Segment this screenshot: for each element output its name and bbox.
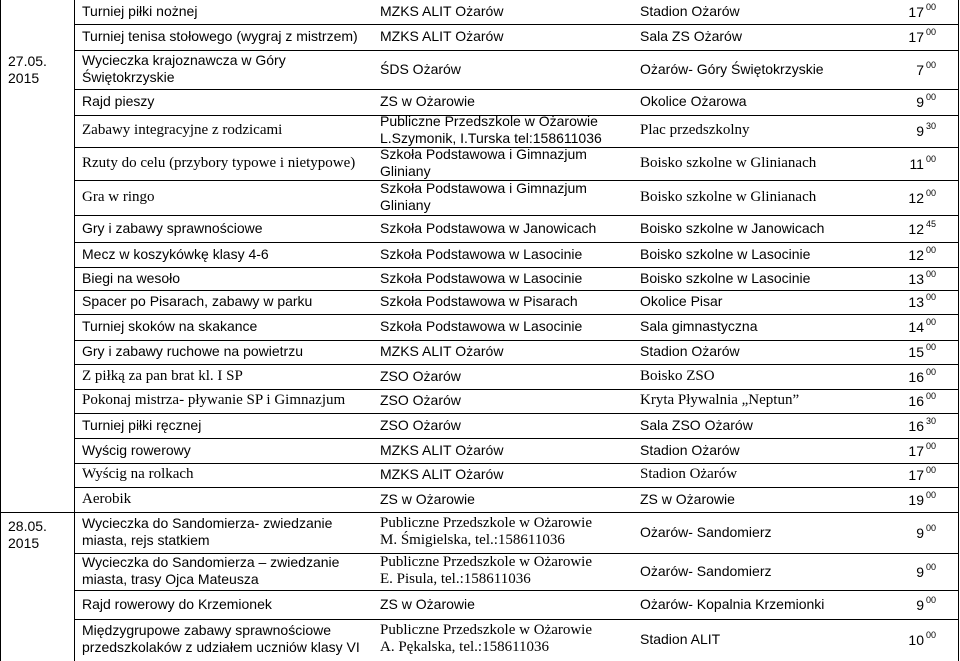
place: Boisko szkolne w Lasocinie bbox=[640, 269, 811, 286]
organizer: MZKS ALIT Ożarów bbox=[380, 28, 504, 44]
place: Boisko szkolne w Glinianach bbox=[640, 154, 817, 171]
place: Sala gimnastyczna bbox=[640, 318, 758, 334]
event-time bbox=[908, 294, 936, 313]
time-minutes: 00 bbox=[925, 59, 936, 70]
organizer: Szkoła Podstawowa w Janowicach bbox=[380, 219, 597, 236]
row-divider bbox=[74, 89, 959, 90]
time-minutes: 30 bbox=[925, 121, 936, 131]
event-name: Rzuty do celu (przybory typowe i nietypowe) bbox=[82, 154, 356, 171]
event-name-line2: Świętokrzyskie bbox=[82, 68, 175, 85]
time-minutes: 00 bbox=[925, 366, 936, 377]
organizer: MZKS ALIT Ożarów bbox=[380, 343, 504, 359]
time-hour: 9 bbox=[916, 524, 924, 541]
place: Boisko szkolne w Glinianach bbox=[640, 188, 817, 205]
table-border-left bbox=[0, 0, 1, 661]
organizer: Szkoła Podstawowa i Gimnazjum bbox=[380, 179, 587, 196]
time-hour: 9 bbox=[916, 123, 924, 139]
row-divider bbox=[74, 487, 959, 488]
time-minutes: 00 bbox=[925, 268, 936, 279]
event-name: Rajd rowerowy do Krzemionek bbox=[82, 595, 272, 612]
row-divider bbox=[74, 463, 959, 464]
place: Ożarów- Sandomierz bbox=[640, 523, 772, 540]
time-minutes: 00 bbox=[925, 465, 936, 475]
time-minutes: 00 bbox=[925, 489, 936, 500]
row-divider bbox=[74, 290, 959, 291]
event-name: Z piłką za pan brat kl. I SP bbox=[82, 367, 243, 384]
organizer: Szkoła Podstawowa w Lasocinie bbox=[380, 245, 583, 262]
time-minutes: 00 bbox=[925, 92, 936, 102]
event-time bbox=[908, 4, 936, 23]
organizer-line2: Gliniany bbox=[380, 196, 431, 213]
organizer-line2: L.Szymonik, I.Turska tel:158611036 bbox=[380, 130, 602, 146]
event-time bbox=[916, 594, 936, 616]
time-minutes: 00 bbox=[925, 27, 936, 37]
event-name: Pokonaj mistrza- pływanie SP i Gimnazjum bbox=[82, 392, 346, 408]
time-minutes: 00 bbox=[925, 2, 936, 12]
event-name-line2: przedszkolaków z udziałem uczniów klasy VI bbox=[82, 639, 360, 655]
organizer: Szkoła Podstawowa w Pisarach bbox=[380, 293, 578, 309]
date-column-divider bbox=[74, 0, 75, 661]
time-hour: 19 bbox=[908, 491, 924, 508]
time-hour: 12 bbox=[908, 189, 924, 206]
row-divider bbox=[74, 242, 959, 243]
organizer: Szkoła Podstawowa w Lasocinie bbox=[380, 318, 583, 334]
place: Stadion Ożarów bbox=[640, 343, 740, 359]
time-minutes: 45 bbox=[925, 218, 936, 229]
time-hour: 13 bbox=[908, 270, 924, 287]
time-minutes: 00 bbox=[925, 292, 936, 302]
time-minutes: 00 bbox=[925, 391, 936, 401]
event-time bbox=[908, 29, 936, 48]
time-hour: 17 bbox=[908, 29, 924, 45]
place: Boisko ZSO bbox=[640, 367, 715, 384]
event-time bbox=[908, 415, 936, 437]
event-time bbox=[908, 218, 936, 240]
event-name-line2: miasta, trasy Ojca Mateusza bbox=[82, 570, 259, 587]
row-divider bbox=[74, 413, 959, 414]
event-time bbox=[908, 366, 936, 388]
organizer: Publiczne Przedszkole w Ożarowie bbox=[380, 553, 593, 570]
place: Sala ZSO Ożarów bbox=[640, 416, 753, 433]
time-minutes: 00 bbox=[925, 522, 936, 533]
organizer: ZSO Ożarów bbox=[380, 416, 461, 433]
event-time bbox=[916, 59, 936, 81]
event-name: Zabawy integracyjne z rodzicami bbox=[82, 122, 283, 138]
place: Stadion ALIT bbox=[640, 631, 721, 647]
time-hour: 9 bbox=[916, 563, 924, 580]
event-time bbox=[908, 440, 936, 462]
place: Okolice Pisar bbox=[640, 293, 723, 309]
place: Sala ZS Ożarów bbox=[640, 28, 742, 44]
place: Kryta Pływalnia „Neptun” bbox=[640, 392, 800, 408]
place: Boisko szkolne w Janowicach bbox=[640, 219, 825, 236]
event-time bbox=[908, 467, 936, 486]
time-hour: 17 bbox=[908, 467, 924, 483]
place: Ożarów- Kopalnia Krzemionki bbox=[640, 595, 825, 612]
event-time bbox=[908, 393, 936, 412]
event-name: Biegi na wesoło bbox=[82, 269, 181, 286]
event-time bbox=[909, 153, 936, 175]
organizer: ZS w Ożarowie bbox=[380, 595, 475, 612]
event-name: Turniej tenisa stołowego (wygraj z mistrzem) bbox=[82, 28, 358, 44]
event-time bbox=[908, 244, 936, 266]
organizer: Publiczne Przedszkole w Ożarowie bbox=[380, 514, 593, 531]
organizer: Szkoła Podstawowa w Lasocinie bbox=[380, 269, 583, 286]
organizer: ZSO Ożarów bbox=[380, 367, 461, 384]
row-divider bbox=[74, 24, 959, 25]
event-time bbox=[908, 187, 936, 209]
event-name: Międzygrupowe zabawy sprawnościowe bbox=[82, 622, 332, 638]
organizer: MZKS ALIT Ożarów bbox=[380, 466, 504, 482]
time-minutes: 00 bbox=[925, 342, 936, 352]
event-time bbox=[908, 489, 936, 511]
place: Okolice Ożarowa bbox=[640, 93, 747, 109]
organizer: MZKS ALIT Ożarów bbox=[380, 441, 504, 458]
time-minutes: 00 bbox=[925, 244, 936, 255]
time-minutes: 00 bbox=[925, 440, 936, 451]
organizer: Publiczne Przedszkole w Ożarowie bbox=[380, 622, 593, 638]
time-hour: 9 bbox=[916, 596, 924, 613]
row-divider bbox=[74, 389, 959, 390]
event-time bbox=[916, 123, 936, 142]
organizer: Publiczne Przedszkole w Ożarowie bbox=[380, 113, 598, 129]
time-hour: 16 bbox=[908, 393, 924, 409]
time-minutes: 00 bbox=[925, 630, 936, 640]
time-minutes: 00 bbox=[925, 317, 936, 327]
event-name: Wycieczka do Sandomierza – zwiedzanie bbox=[82, 553, 340, 570]
date-group-divider bbox=[0, 512, 959, 513]
event-name-line2: miasta, rejs statkiem bbox=[82, 531, 210, 548]
event-name: Wyścig na rolkach bbox=[82, 466, 194, 482]
place: Plac przedszkolny bbox=[640, 122, 750, 138]
date-label: 27.05. bbox=[8, 53, 47, 69]
event-name: Gry i zabawy ruchowe na powietrzu bbox=[82, 343, 303, 359]
time-hour: 13 bbox=[908, 294, 924, 310]
event-time bbox=[916, 561, 936, 583]
event-name: Wycieczka do Sandomierza- zwiedzanie bbox=[82, 514, 333, 531]
event-time bbox=[908, 319, 936, 338]
place: ZS w Ożarowie bbox=[640, 490, 735, 507]
organizer: Szkoła Podstawowa i Gimnazjum bbox=[380, 145, 587, 162]
date-year: 2015 bbox=[8, 535, 40, 551]
time-hour: 11 bbox=[909, 155, 924, 172]
time-hour: 16 bbox=[908, 368, 924, 385]
row-divider bbox=[74, 619, 959, 620]
time-hour: 14 bbox=[908, 319, 924, 335]
date-year: 2015 bbox=[8, 70, 40, 86]
organizer: ZS w Ożarowie bbox=[380, 490, 475, 507]
event-name: Turniej skoków na skakance bbox=[82, 318, 258, 334]
row-divider bbox=[74, 215, 959, 216]
event-name: Turniej piłki nożnej bbox=[82, 3, 198, 19]
row-divider bbox=[74, 438, 959, 439]
organizer-line2: M. Śmigielska, tel.:158611036 bbox=[380, 531, 565, 548]
time-hour: 12 bbox=[908, 220, 924, 237]
organizer: ZSO Ożarów bbox=[380, 392, 461, 408]
time-minutes: 30 bbox=[925, 415, 936, 426]
place: Ożarów- Sandomierz bbox=[640, 562, 772, 579]
time-hour: 7 bbox=[916, 61, 924, 78]
time-hour: 16 bbox=[908, 417, 924, 434]
row-divider bbox=[74, 314, 959, 315]
table-border-right bbox=[958, 0, 959, 661]
organizer: MZKS ALIT Ożarów bbox=[380, 3, 504, 19]
organizer-line2: Gliniany bbox=[380, 162, 431, 179]
row-divider bbox=[74, 267, 959, 268]
time-hour: 12 bbox=[908, 246, 924, 263]
place: Ożarów- Góry Świętokrzyskie bbox=[640, 60, 824, 77]
time-hour: 17 bbox=[908, 4, 924, 20]
event-name: Turniej piłki ręcznej bbox=[82, 416, 202, 433]
time-minutes: 00 bbox=[925, 153, 936, 164]
event-name: Aerobik bbox=[82, 490, 132, 507]
time-hour: 10 bbox=[908, 632, 924, 648]
organizer: ŚDS Ożarów bbox=[380, 60, 461, 77]
event-name: Gry i zabawy sprawnościowe bbox=[82, 219, 263, 236]
place: Stadion Ożarów bbox=[640, 3, 740, 19]
place: Stadion Ożarów bbox=[640, 441, 740, 458]
time-hour: 17 bbox=[908, 442, 924, 459]
event-time bbox=[908, 344, 936, 363]
event-time bbox=[916, 94, 936, 113]
place: Boisko szkolne w Lasocinie bbox=[640, 245, 811, 262]
time-minutes: 00 bbox=[925, 594, 936, 605]
row-divider bbox=[74, 340, 959, 341]
time-minutes: 00 bbox=[925, 561, 936, 572]
event-name: Rajd pieszy bbox=[82, 93, 155, 109]
event-name: Mecz w koszykówkę klasy 4-6 bbox=[82, 245, 269, 262]
event-time bbox=[908, 268, 936, 290]
organizer-line2: E. Pisula, tel.:158611036 bbox=[380, 570, 531, 587]
event-time bbox=[908, 632, 936, 651]
time-hour: 15 bbox=[908, 344, 924, 360]
time-minutes: 00 bbox=[925, 187, 936, 198]
event-name: Gra w ringo bbox=[82, 188, 155, 205]
event-time bbox=[916, 522, 936, 544]
time-hour: 9 bbox=[916, 94, 924, 110]
event-name: Wycieczka krajoznawcza w Góry bbox=[82, 51, 286, 68]
organizer: ZS w Ożarowie bbox=[380, 93, 475, 109]
row-divider bbox=[74, 590, 959, 591]
organizer-line2: A. Pękalska, tel.:158611036 bbox=[380, 639, 550, 655]
event-name: Spacer po Pisarach, zabawy w parku bbox=[82, 293, 313, 309]
place: Stadion Ożarów bbox=[640, 466, 738, 482]
date-label: 28.05. bbox=[8, 518, 47, 534]
row-divider bbox=[74, 364, 959, 365]
event-name: Wyścig rowerowy bbox=[82, 441, 191, 458]
